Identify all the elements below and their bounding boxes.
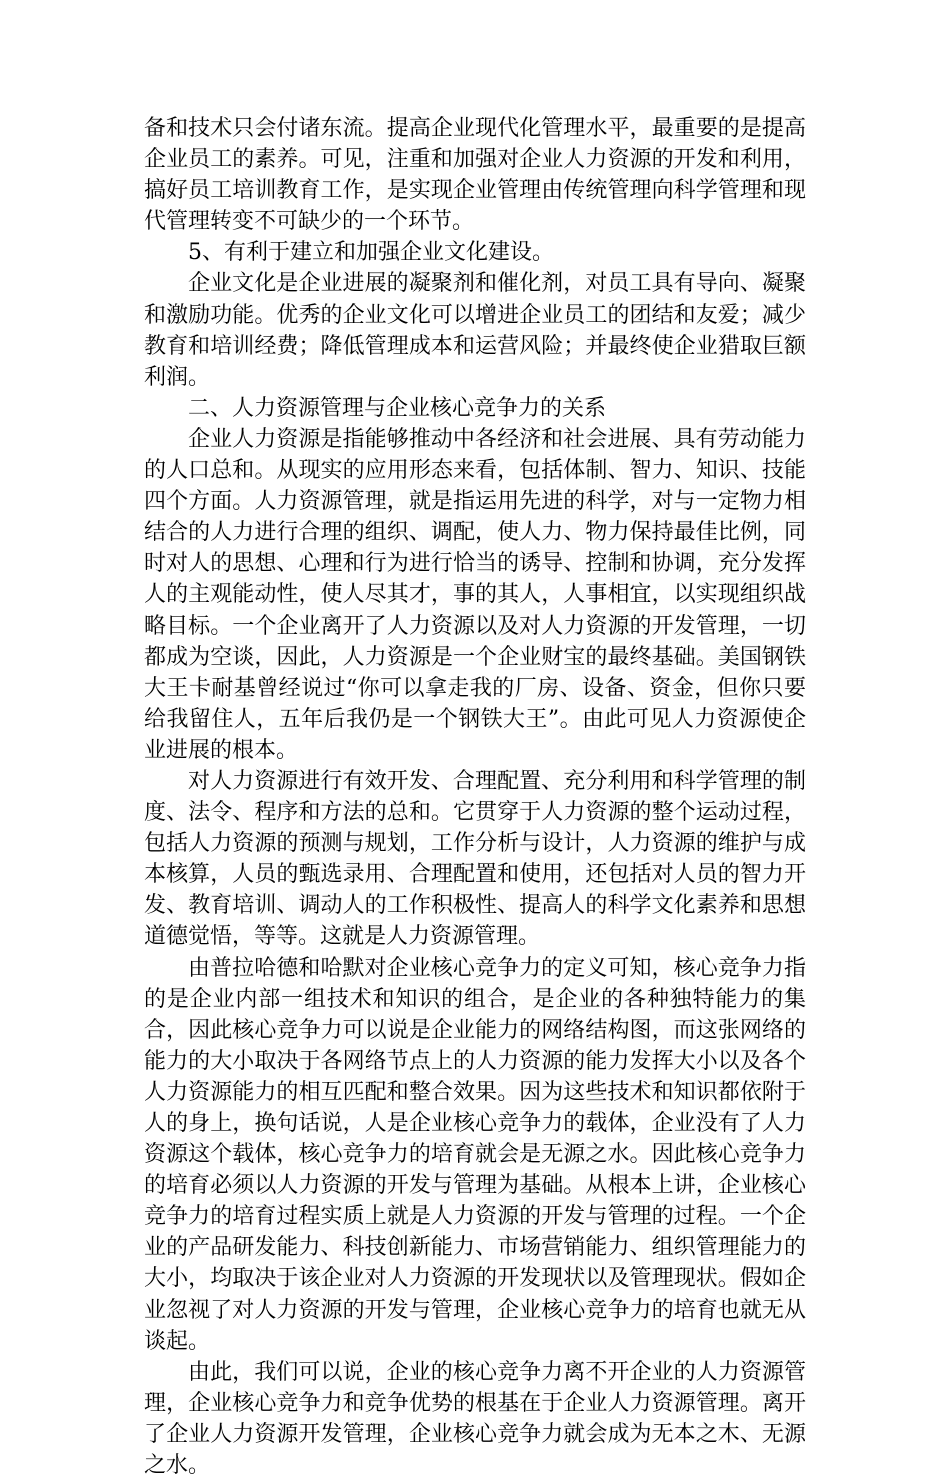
paragraph: 由此，我们可以说，企业的核心竞争力离不开企业的人力资源管理，企业核心竞争力和竞争优势的根基在于企业人力资源管理。离开了企业人力资源开发管理，企业核心竞争力就会成为无本之木、无源之水。 — [144, 1359, 806, 1479]
paragraph-continuation: 备和技术只会付诸东流。提高企业现代化管理水平，最重要的是提高企业员工的素养。可见，注重和加强对企业人力资源的开发和利用，搞好员工培训教育工作，是实现企业管理由传统管理向科学管理和现代管理转变不可缺少的一个环节。 — [144, 116, 806, 235]
document-page — [144, 113, 806, 1481]
section-heading: 二、人力资源管理与企业核心竞争力的关系 — [188, 395, 607, 421]
paragraph: 由普拉哈德和哈默对企业核心竞争力的定义可知，核心竞争力指的是企业内部一组技术和知识的组合，是企业的各种独特能力的集合，因此核心竞争力可以说是企业能力的网络结构图，而这张网络的能力的大小取决于各网络节点上的人力资源的能力发挥大小以及各个人力资源能力的相互匹配和整合效果。因为这些技术和知识都依附于人的身上，换句话说，人是企业核心竞争力的载体，企业没有了人力资源这个载体，核心竞争力的培育就会是无源之水。因此核心竞争力的培育必须以人力资源的开发与管理为基础。从根本上讲，企业核心竞争力的培育过程实质上就是人力资源的开发与管理的过程。一个企业的产品研发能力、科技创新能力、市场营销能力、组织管理能力的大小，均取决于该企业对人力资源的开发现状以及管理现状。假如企业忽视了对人力资源的开发与管理，企业核心竞争力的培育也就无从谈起。 — [144, 955, 806, 1354]
list-item-heading: 5、有利于建立和加强企业文化建设。 — [188, 240, 554, 266]
paragraph: 对人力资源进行有效开发、合理配置、充分利用和科学管理的制度、法令、程序和方法的总和。它贯穿于人力资源的整个运动过程，包括人力资源的预测与规划，工作分析与设计，人力资源的维护与成本核算，人员的甄选录用、合理配置和使用，还包括对人员的智力开发、教育培训、调动人的工作积极性、提高人的科学文化素养和思想道德觉悟，等等。这就是人力资源管理。 — [144, 768, 806, 950]
paragraph: 企业文化是企业进展的凝聚剂和催化剂，对员工具有导向、凝聚和激励功能。优秀的企业文化可以增进企业员工的团结和友爱；减少教育和培训经费；降低管理成本和运营风险；并最终使企业猎取巨额利润。 — [144, 271, 806, 390]
paragraph: 企业人力资源是指能够推动中各经济和社会进展、具有劳动能力的人口总和。从现实的应用形态来看，包括体制、智力、知识、技能四个方面。人力资源管理，就是指运用先进的科学，对与一定物力相结合的人力进行合理的组织、调配，使人力、物力保持最佳比例，同时对人的思想、心理和行为进行恰当的诱导、控制和协调，充分发挥人的主观能动性，使人尽其才，事的其人，人事相宜，以实现组织战略目标。一个企业离开了人力资源以及对人力资源的开发管理，一切都成为空谈，因此，人力资源是一个企业财宝的最终基础。美国钢铁大王卡耐基曾经说过“你可以拿走我的厂房、设备、资金，但你只要给我留住人，五年后我仍是一个钢铁大王”。由此可见人力资源使企业进展的根本。 — [144, 426, 806, 763]
